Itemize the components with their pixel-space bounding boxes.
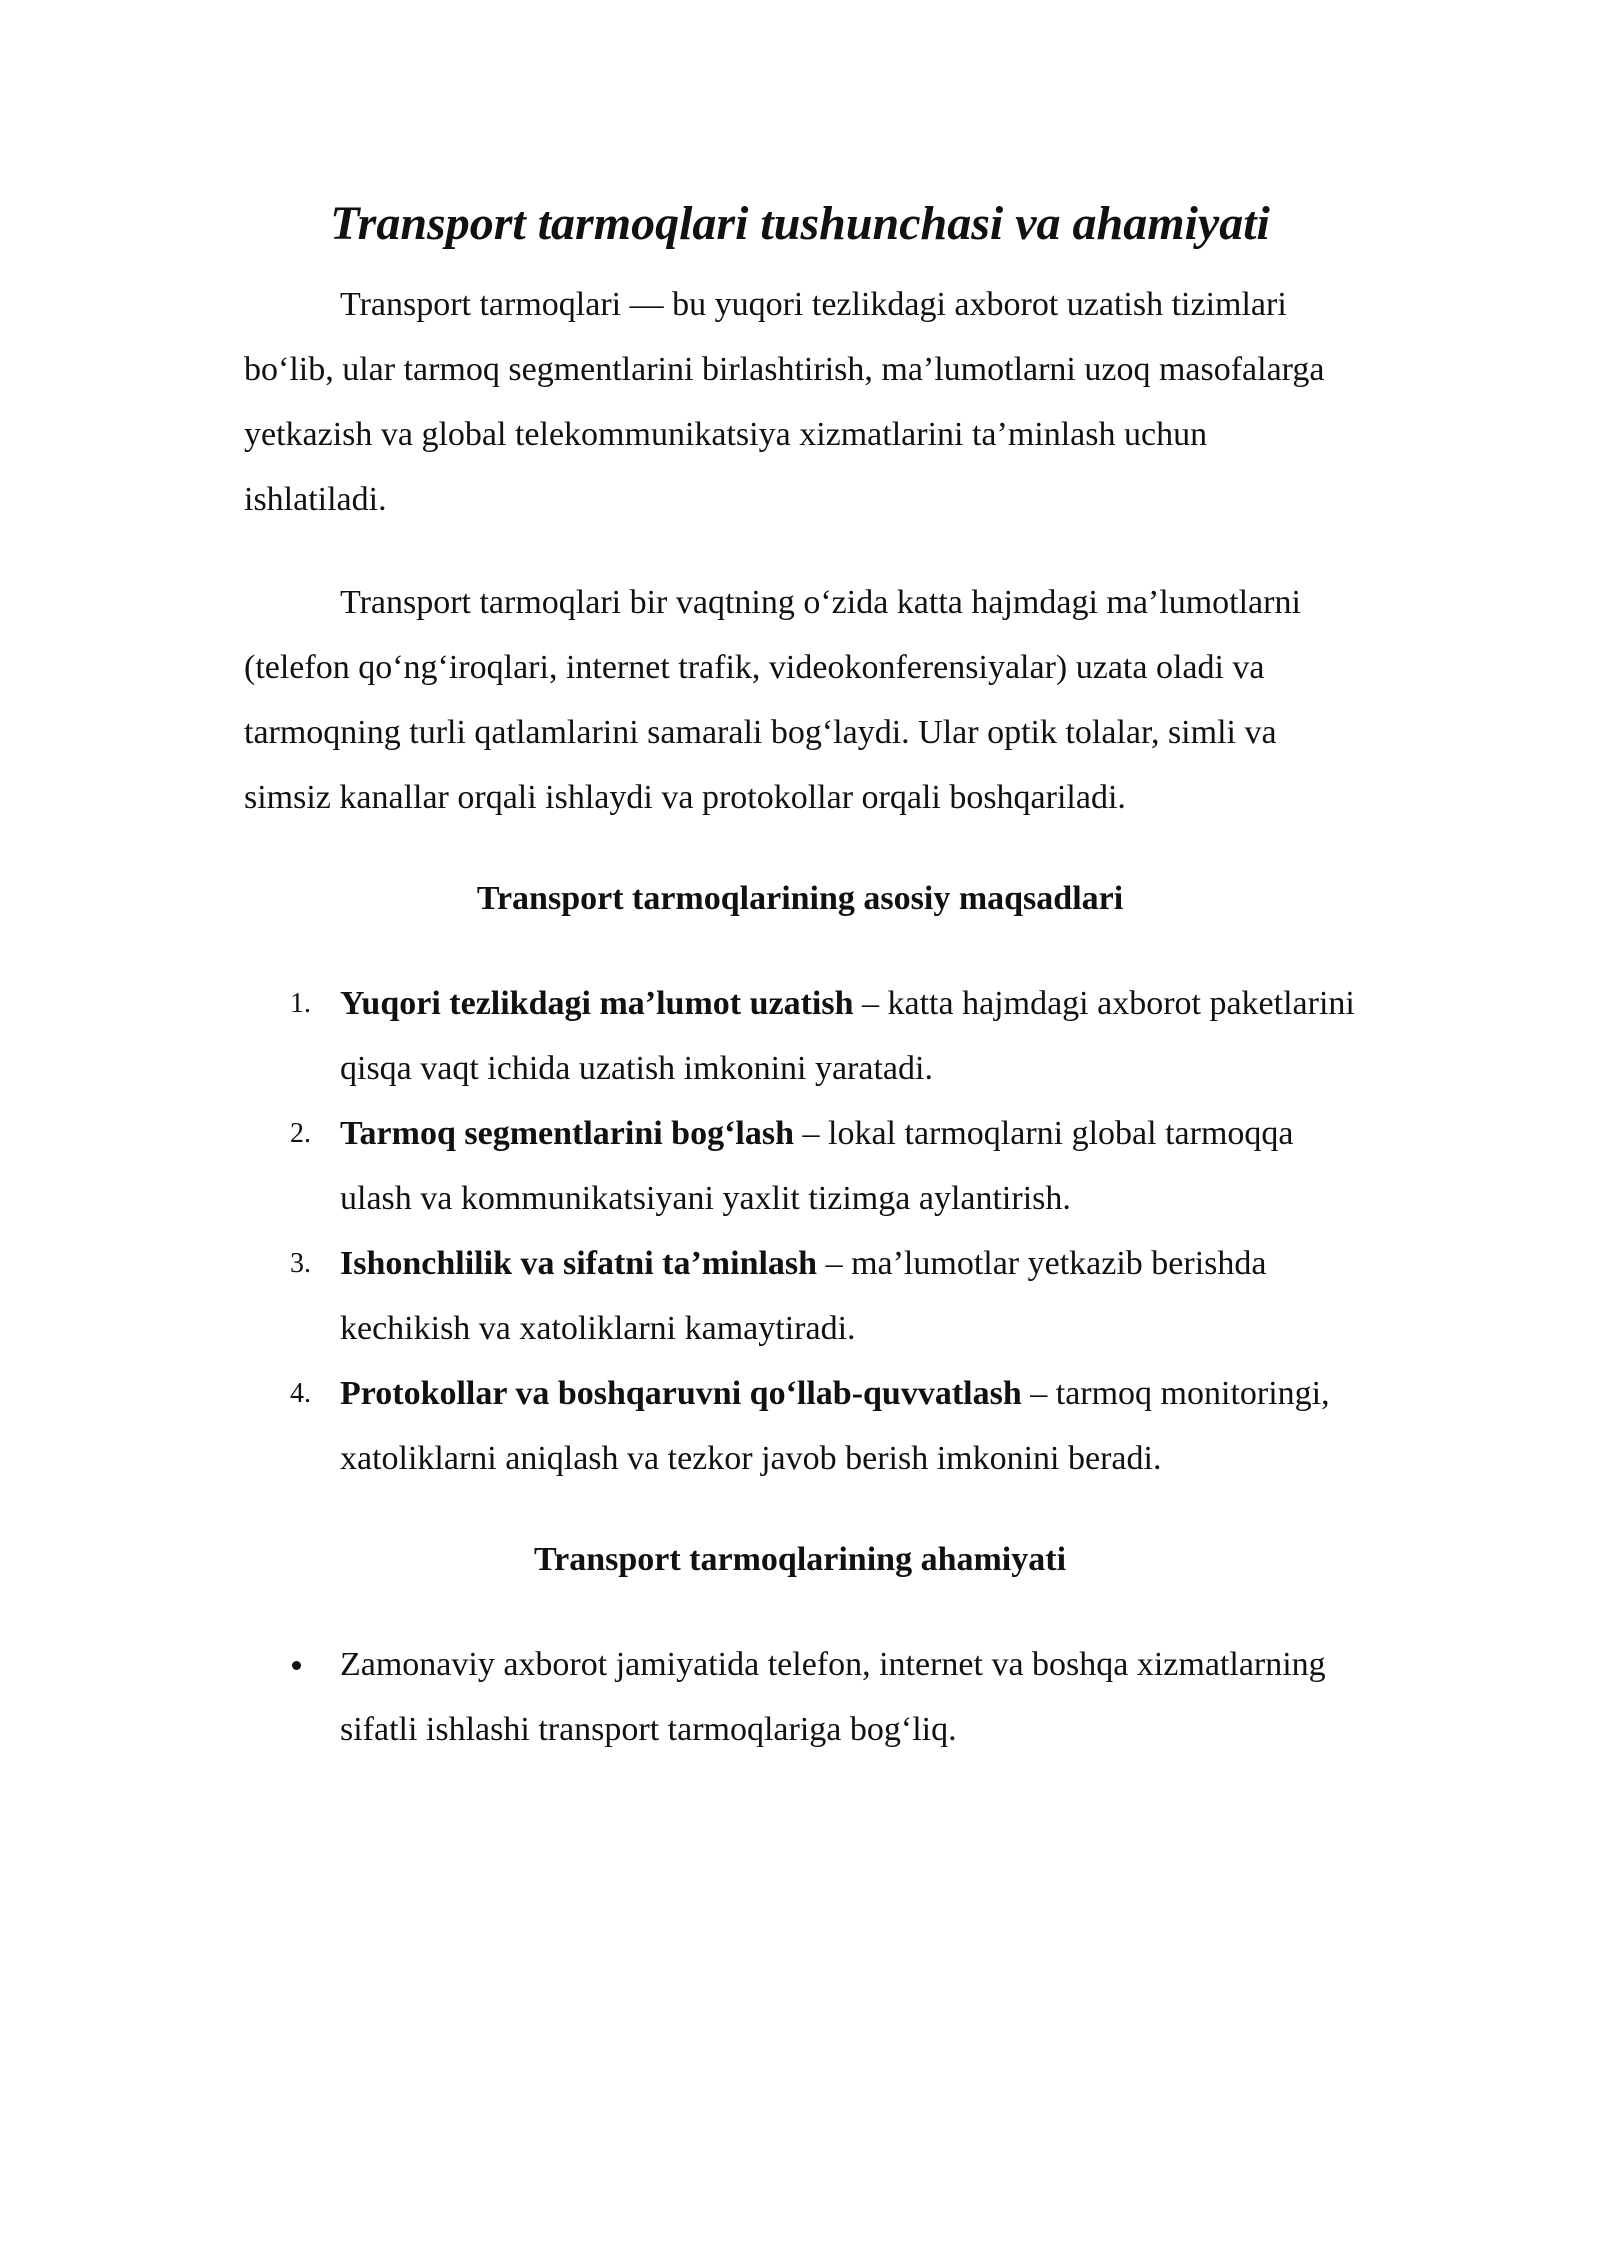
list-text: – katta hajmdagi axborot paketlarini qisqa vaqt ichida uzatish imkonini yaratadi. [340, 985, 1355, 1087]
importance-list [244, 1632, 1356, 1762]
goals-list [244, 971, 1356, 1491]
list-item [244, 1361, 1356, 1491]
paragraph: Transport tarmoqlari bir vaqtning o‘zida katta hajmdagi ma’lumotlarni (telefon qo‘ng‘iroqlari, internet trafik, videokonferensiyalar) uzata oladi va tarmoqning turli qatlamlarini samarali bog‘laydi. Ular optik tolalar, simli va simsiz kanallar orqali ishlaydi va protokollar orqali boshqariladi. [244, 584, 1301, 816]
list-item [244, 1101, 1356, 1231]
paragraph: Transport tarmoqlari — bu yuqori tezlikdagi axborot uzatish tizimlari bo‘lib, ular tarmoq segmentlarini birlashtirish, ma’lumotlarni uzoq masofalarga yetkazish va global telekommunikatsiya xizmatlarini ta’minlash uchun ishlatiladi. [244, 286, 1325, 518]
list-number: 2. [290, 1118, 311, 1149]
section-heading-importance: Transport tarmoqlarining ahamiyati [533, 1541, 1067, 1578]
bullet-item [244, 1632, 1356, 1762]
list-item [244, 1231, 1356, 1361]
list-text: – tarmoq monitoringi, xatoliklarni aniqlash va tezkor javob berish imkonini beradi. [340, 1375, 1330, 1477]
list-text: – ma’lumotlar yetkazib berishda kechikish va xatoliklarni kamaytiradi. [340, 1245, 1267, 1347]
list-number: 3. [290, 1248, 311, 1279]
list-term: Tarmoq segmentlarini bog‘lash [340, 1115, 795, 1152]
document-title: Transport tarmoqlari tushunchasi va ahamiyati [330, 197, 1270, 250]
section-heading-goals: Transport tarmoqlarining asosiy maqsadlari [476, 880, 1124, 917]
list-term: Protokollar va boshqaruvni qo‘llab-quvvatlash [340, 1375, 1022, 1412]
bullet-text: Zamonaviy axborot jamiyatida telefon, internet va boshqa xizmatlarning sifatli ishlashi transport tarmoqlariga bog‘liq. [340, 1646, 1326, 1748]
list-term: Ishonchlilik va sifatni ta’minlash [340, 1245, 818, 1282]
list-term: Yuqori tezlikdagi ma’lumot uzatish [340, 985, 854, 1022]
list-number: 1. [290, 988, 311, 1019]
list-text: – lokal tarmoqlarni global tarmoqqa ulash va kommunikatsiyani yaxlit tizimga aylantirish. [340, 1115, 1294, 1217]
document-body [244, 192, 1356, 1762]
bullet-icon [292, 1661, 301, 1670]
list-item [244, 971, 1356, 1101]
list-number: 4. [290, 1378, 311, 1409]
